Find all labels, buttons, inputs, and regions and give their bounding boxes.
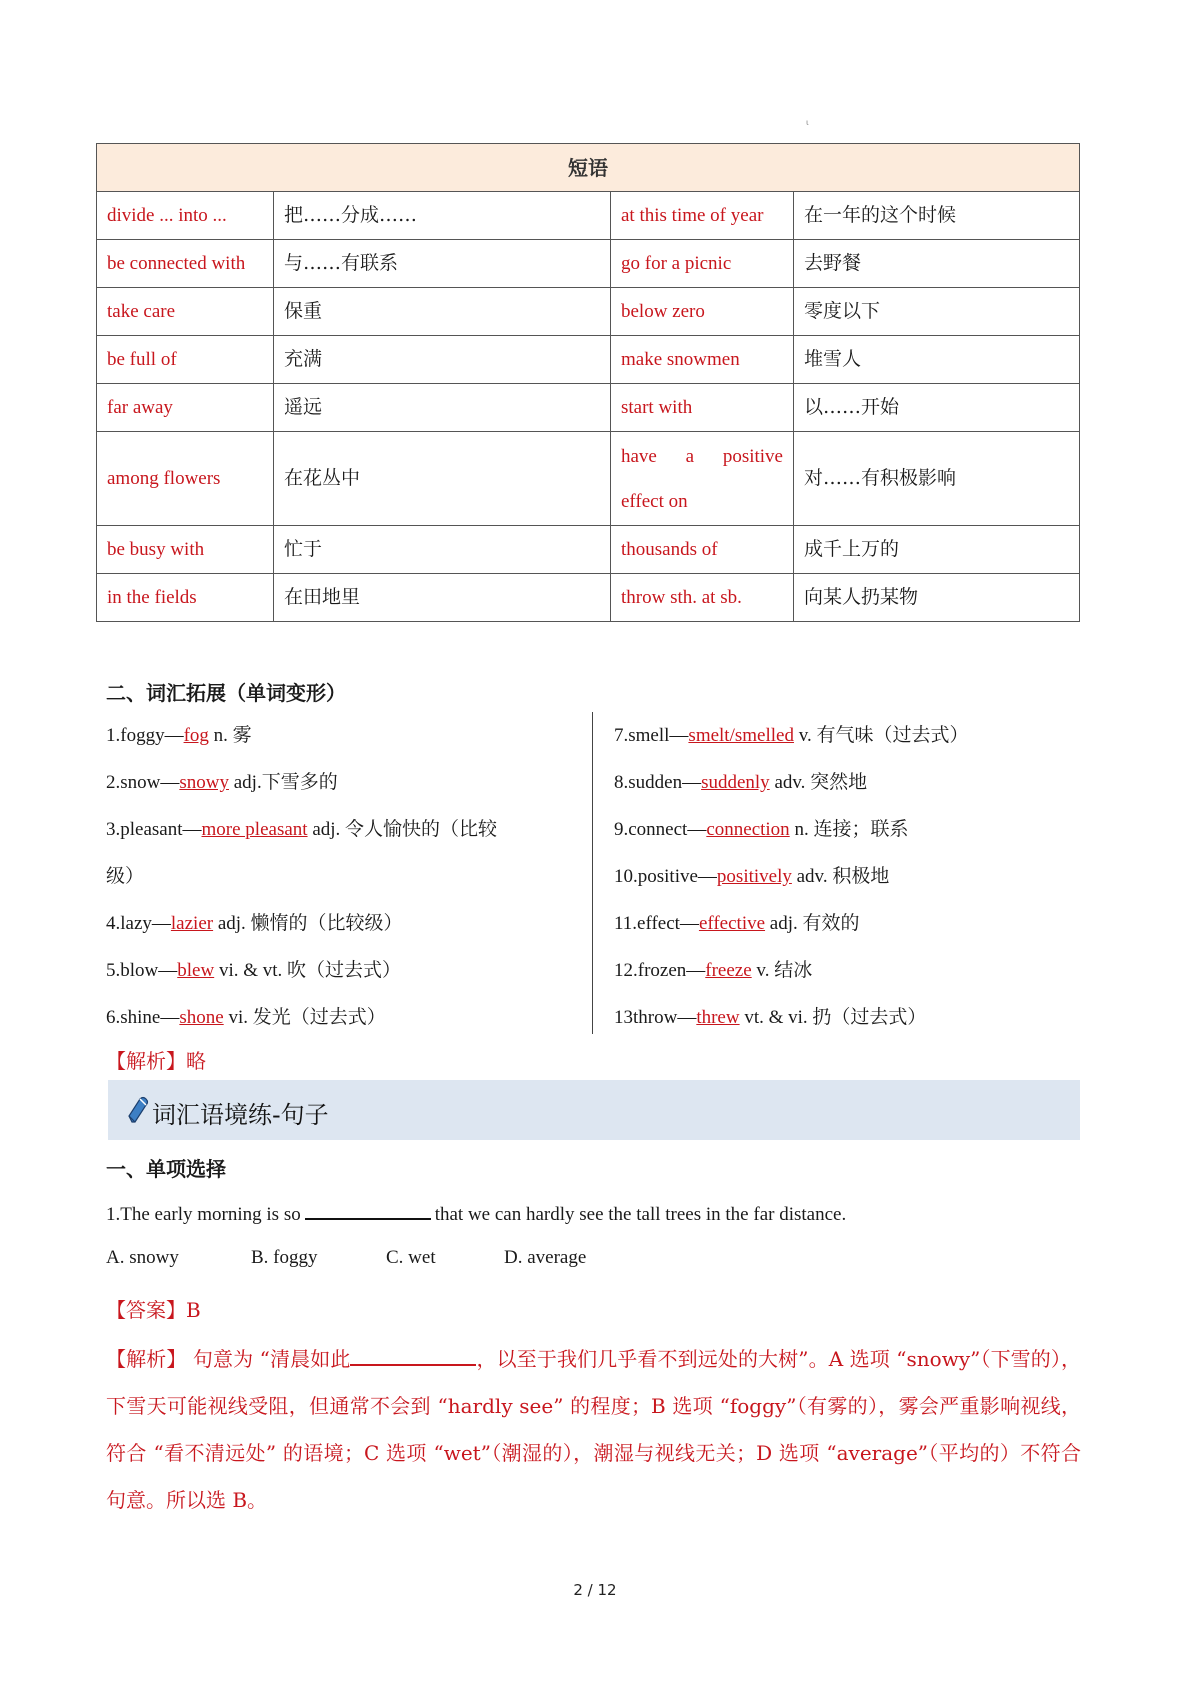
phrase-table [96, 143, 1080, 622]
phrase-zh: 堆雪人 [794, 336, 1080, 384]
list-item: 11.effect—effective adj. 有效的 [614, 913, 860, 934]
phrase-en: make snowmen [611, 336, 794, 384]
list-item: 5.blow—blew vi. & vt. 吹（过去式） [106, 960, 402, 981]
table-row [97, 574, 1080, 622]
phrase-word: effect on [621, 490, 688, 512]
phrase-word: positive [722, 445, 783, 467]
list-item: 12.frozen—freeze v. 结冰 [614, 960, 813, 981]
table-row [97, 336, 1080, 384]
phrase-en: far away [97, 384, 274, 432]
table-row [97, 288, 1080, 336]
section-heading: 一、单项选择 [106, 1157, 226, 1181]
list-item: 4.lazy—lazier adj. 懒惰的（比较级） [106, 913, 403, 934]
list-item: 8.sudden—suddenly adv. 突然地 [614, 772, 868, 793]
phrase-zh: 在花丛中 [274, 432, 611, 526]
phrase-en: go for a picnic [611, 240, 794, 288]
phrase-zh: 在一年的这个时候 [794, 192, 1080, 240]
phrase-en-wrapped [611, 432, 794, 526]
phrase-zh: 把……分成…… [274, 192, 611, 240]
table-row [97, 192, 1080, 240]
phrase-en: be full of [97, 336, 274, 384]
option-a: A. snowy [106, 1247, 179, 1268]
phrase-en: among flowers [97, 432, 274, 526]
table-row [97, 432, 1080, 526]
phrase-word: have [621, 445, 657, 467]
phrase-word: a [685, 445, 695, 467]
explanation: 【解析】 句意为 “清晨如此 ，以至于我们几乎看不到远处的大树”。A 选项 “snowy”（下雪的），下雪天可能视线受阻，但通常不会到 “hardly see” 的程度；B 选项 “foggy”（有雾的），雾会严重影响视线，符合 “看不清远处” 的语境；C 选项 “wet”（潮湿的），潮湿与视线无关；D 选项 “average”（平均的）不符合句意。所以选 B。 [106, 1336, 1081, 1524]
phrase-en: be connected with [97, 240, 274, 288]
column-divider [592, 712, 593, 1034]
explanation-blank [350, 1342, 476, 1366]
table-row [97, 240, 1080, 288]
phrase-en: start with [611, 384, 794, 432]
phrase-zh: 与……有联系 [274, 240, 611, 288]
answer-label: 【答案】B [106, 1298, 201, 1322]
table-row [97, 384, 1080, 432]
phrase-en: at this time of year [611, 192, 794, 240]
phrase-en: divide ... into ... [97, 192, 274, 240]
list-item: 10.positive—positively adv. 积极地 [614, 866, 890, 887]
phrase-zh: 对……有积极影响 [794, 432, 1080, 526]
phrase-zh: 在田地里 [274, 574, 611, 622]
list-item: 3.pleasant—more pleasant adj. 令人愉快的（比较 [106, 819, 498, 840]
table-row [97, 526, 1080, 574]
phrase-en: take care [97, 288, 274, 336]
phrase-zh: 充满 [274, 336, 611, 384]
section-banner [108, 1080, 1080, 1140]
list-item: 1.foggy—fog n. 雾 [106, 725, 252, 746]
list-item: 6.shine—shone vi. 发光（过去式） [106, 1007, 386, 1028]
list-item: 13throw—threw vt. & vi. 扔（过去式） [614, 1007, 927, 1028]
list-item: 9.connect—connection n. 连接；联系 [614, 819, 909, 840]
phrase-en: thousands of [611, 526, 794, 574]
header-mark: ι [806, 118, 809, 127]
phrase-zh: 向某人扔某物 [794, 574, 1080, 622]
phrase-table-title: 短语 [97, 144, 1080, 192]
vocab-heading: 二、词汇拓展（单词变形） [106, 681, 346, 705]
phrase-en: throw sth. at sb. [611, 574, 794, 622]
pencil-icon [126, 1096, 150, 1124]
vocab-analysis: 【解析】略 [106, 1049, 206, 1073]
list-item: 级） [106, 866, 145, 887]
answer-blank [305, 1200, 431, 1220]
option-c: C. wet [386, 1247, 436, 1268]
option-d: D. average [504, 1247, 587, 1268]
phrase-zh: 以……开始 [794, 384, 1080, 432]
list-item: 2.snow—snowy adj.下雪多的 [106, 772, 338, 793]
phrase-en: be busy with [97, 526, 274, 574]
phrase-en: in the fields [97, 574, 274, 622]
phrase-zh: 零度以下 [794, 288, 1080, 336]
banner-title: 词汇语境练-句子 [152, 1101, 329, 1129]
phrase-zh: 保重 [274, 288, 611, 336]
phrase-zh: 成千上万的 [794, 526, 1080, 574]
phrase-zh: 遥远 [274, 384, 611, 432]
phrase-zh: 忙于 [274, 526, 611, 574]
list-item: 7.smell—smelt/smelled v. 有气味（过去式） [614, 725, 969, 746]
phrase-en: below zero [611, 288, 794, 336]
option-b: B. foggy [251, 1247, 318, 1268]
question-1: 1.The early morning is so that we can hardly see the tall trees in the far distance. [106, 1200, 846, 1226]
page-number: 2 / 12 [573, 1581, 617, 1599]
phrase-zh: 去野餐 [794, 240, 1080, 288]
